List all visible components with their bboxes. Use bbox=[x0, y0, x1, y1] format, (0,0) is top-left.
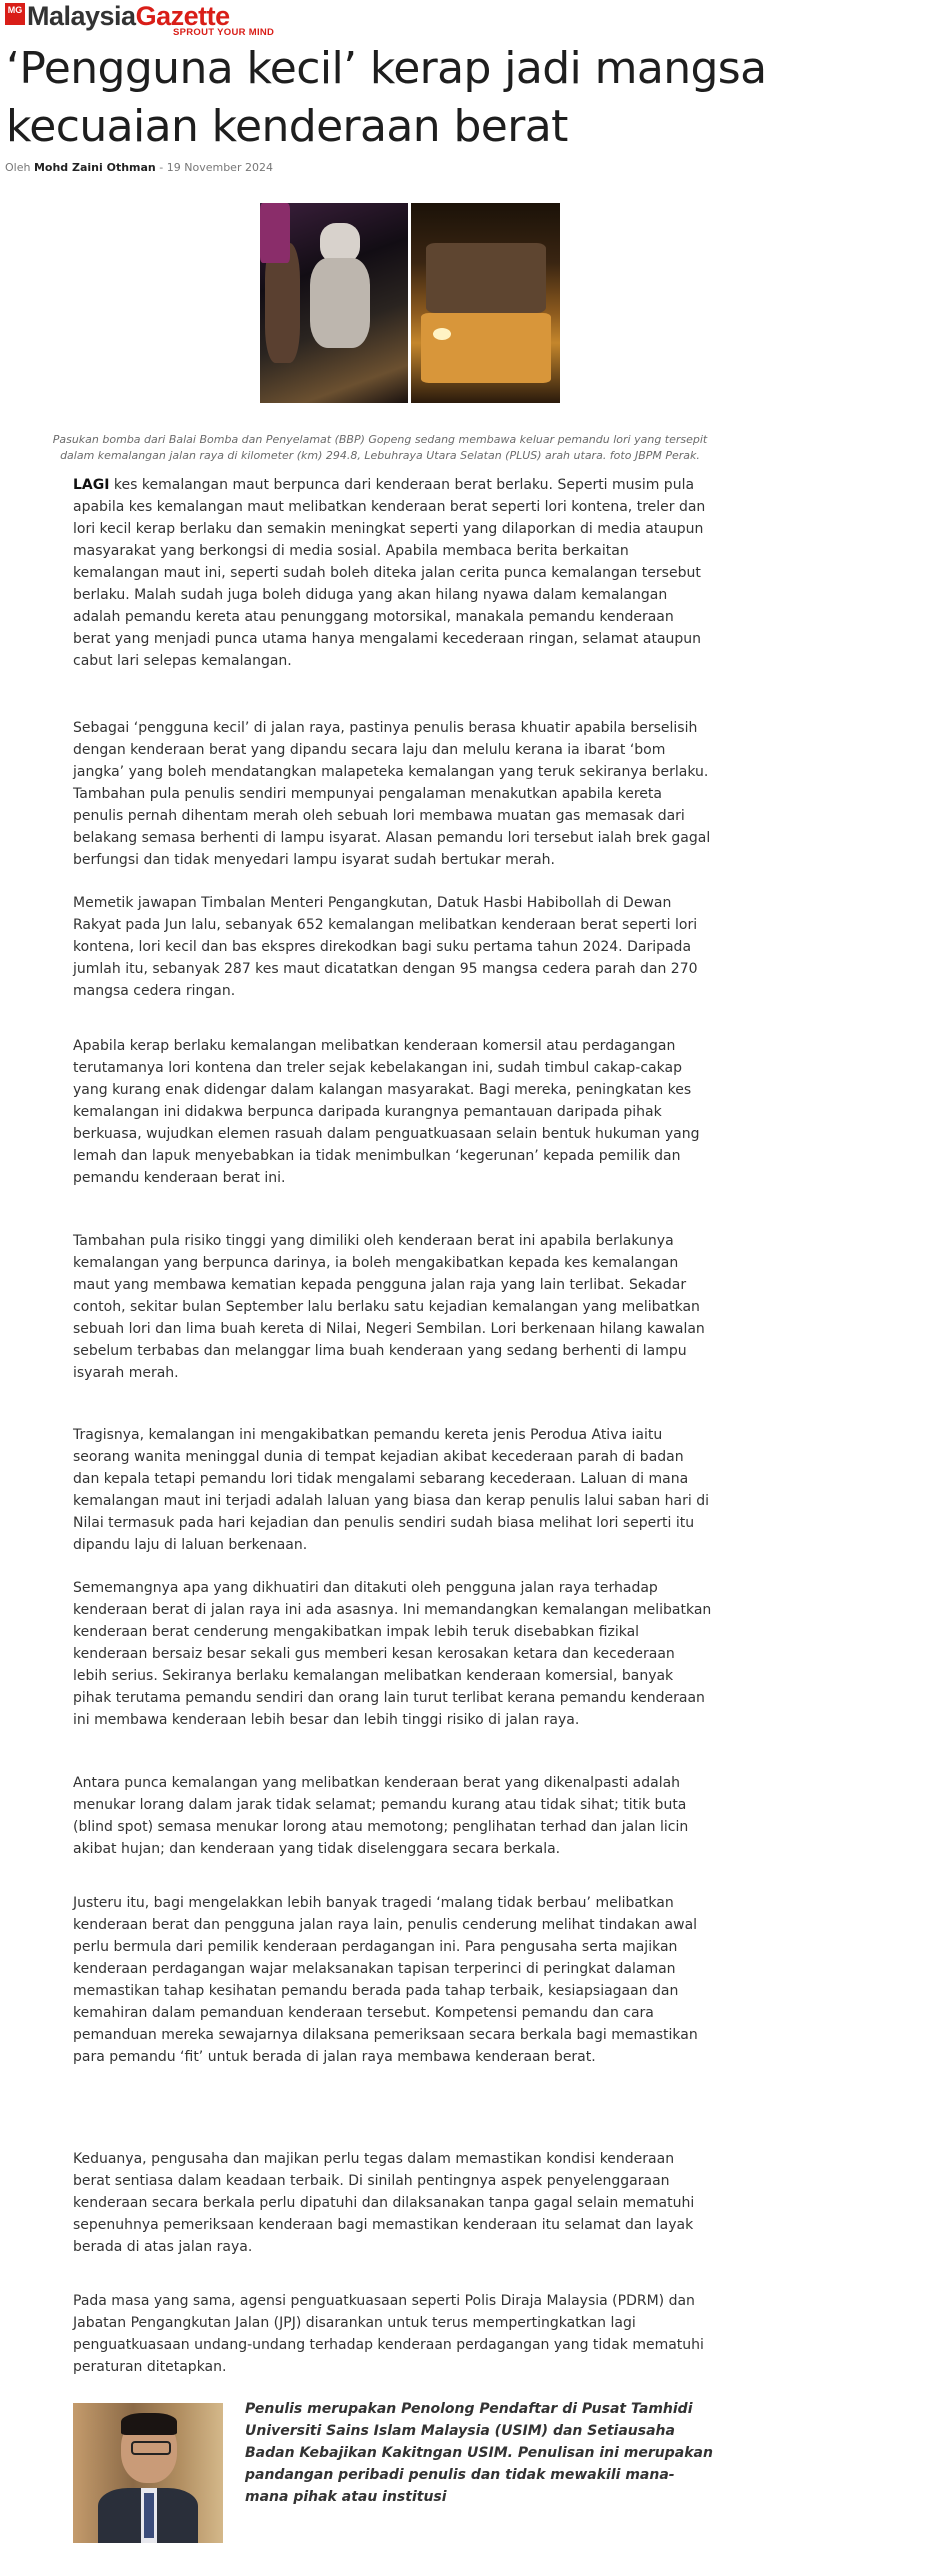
article-title: ‘Pengguna kecil’ kerap jadi mangsa kecuaian kenderaan berat bbox=[6, 43, 767, 152]
lead-word: LAGI bbox=[73, 477, 110, 493]
paragraph-3: Memetik jawapan Timbalan Menteri Pengangkutan, Datuk Hasbi Habibollah di Dewan Rakyat pada Jun lalu, sebanyak 652 kemalangan melibatkan kenderaan berat seperti lori kontena, lori kecil dan bas ekspres direkodkan bagi suku pertama tahun 2024. Daripada jumlah itu, sebanyak 287 kes maut dicatatkan dengan 95 mangsa cedera parah dan 270 mangsa cedera ringan. bbox=[73, 895, 698, 999]
featured-image bbox=[260, 203, 560, 403]
publish-date: 19 November 2024 bbox=[166, 161, 273, 174]
byline-separator: - bbox=[159, 161, 164, 174]
firefighter-shape bbox=[310, 258, 370, 348]
featured-image-left-panel bbox=[260, 203, 408, 403]
light-glow bbox=[260, 203, 290, 263]
glasses-icon bbox=[131, 2441, 171, 2455]
paragraph-5: Tambahan pula risiko tinggi yang dimiliki oleh kenderaan berat ini apabila berlakunya kemalangan yang berpunca darinya, ia boleh mengakibatkan kepada kes kemalangan maut yang membawa kematian kepada pengguna jalan raja yang lain terlibat. Sekadar contoh, sekitar bulan September lalu berlaku satu kejadian kemalangan yang melibatkan sebuah lori dan lima buah kereta di Nilai, Negeri Sembilan. Lori berkenaan hilang kawalan sebelum terbabas dan melanggar lima buah kenderaan yang sedang berhenti di lampu isyarah merah. bbox=[73, 1233, 705, 1381]
truck-headlight bbox=[433, 328, 451, 340]
paragraph-4: Apabila kerap berlaku kemalangan melibatkan kenderaan komersil atau perdagangan terutamanya lori kontena dan treler sejak kebelakangan ini, sudah timbul cakap-cakap yang kurang enak didengar dalam kalangan masyarakat. Bagi mereka, peningkatan kes kemalangan ini didakwa berpunca daripada kurangnya pemantauan daripada pihak berkuasa, wujudkan elemen rasuah dalam penguatkuasaan selain bentuk hukuman yang lemah dan lapuk menyebabkan ia tidak menimbulkan ‘kegerunan’ kepada pemilik dan pemandu kenderaan berat ini. bbox=[73, 1038, 700, 1186]
paragraph-10: Keduanya, pengusaha dan majikan perlu tegas dalam memastikan kondisi kenderaan berat sentiasa dalam keadaan terbaik. Di sinilah pentingnya aspek penyelenggaraan kenderaan secara berkala perlu dipatuhi dan dilaksanakan tanpa gagal selain mematuhi sepenuhnya pemeriksaan kenderaan bagi memastikan kenderaan itu selamat dan layak berada di atas jalan raya. bbox=[73, 2151, 695, 2255]
paragraph-2: Sebagai ‘pengguna kecil’ di jalan raya, pastinya penulis berasa khuatir apabila berselisih dengan kenderaan berat yang dipandu secara laju dan melulu kerana ia ibarat ‘bom jangka’ yang boleh mendatangkan malapeteka kemalangan yang teruk sekiranya berlaku. Tambahan pula penulis sendiri mempunyai pengalaman menakutkan apabila kereta penulis pernah dihentam merah oleh sebuah lori membawa muatan gas memasak dari belakang semasa berhenti di lampu isyarat. Alasan pemandu lori tersebut ialah brek gagal berfungsi dan tidak menyedari lampu isyarat sudah bertukar merah. bbox=[73, 720, 711, 868]
paragraph-9: Justeru itu, bagi mengelakkan lebih banyak tragedi ‘malang tidak berbau’ melibatkan kenderaan berat dan pengguna jalan raya lain, penulis cenderung melihat tindakan awal perlu bermula dari pemilik kenderaan perdagangan ini. Para pengusaha serta majikan kenderaan perdagangan wajar melaksanakan tapisan terperinci di peringkat dalaman memastikan tahap kesihatan pemandu berada pada tahap terbaik, kesiapsiagaan dan kemahiran dalam pemanduan kenderaan tersebut. Kompetensi pemandu dan cara pemanduan mereka sewajarnya dilaksana pemeriksaan secara berkala bagi memastikan para pemandu ‘fit’ untuk berada di jalan raya membawa kenderaan berat. bbox=[73, 1895, 698, 2065]
logo-word-malaysia: Malaysia bbox=[27, 1, 136, 31]
author-bio: Penulis merupakan Penolong Pendaftar di Pusat Tamhidi Universiti Sains Islam Malaysia (USIM) dan Setiausaha Badan Kebajikan Kakitngan USIM. Penulisan ini merupakan pandangan peribadi penulis dan tidak mewakili mana-mana pihak atau institusi bbox=[245, 2401, 713, 2505]
byline-prefix: Oleh bbox=[5, 161, 31, 174]
logo-word-gazette: Gazette bbox=[135, 1, 230, 31]
logo-tagline: SPROUT YOUR MIND bbox=[173, 27, 275, 38]
truck-body bbox=[421, 313, 551, 383]
site-logo[interactable] bbox=[5, 3, 274, 38]
helmet-shape bbox=[320, 223, 360, 263]
byline bbox=[5, 161, 273, 174]
truck-windshield bbox=[426, 243, 546, 313]
featured-image-right-panel bbox=[411, 203, 560, 403]
logo-badge: MG bbox=[5, 3, 25, 25]
author-tie bbox=[144, 2493, 154, 2538]
logo-wordmark bbox=[27, 3, 274, 29]
image-caption: Pasukan bomba dari Balai Bomba dan Penyelamat (BBP) Gopeng sedang membawa keluar pemandu lori yang tersepit dalam kemalangan jalan raya di kilometer (km) 294.8, Lebuhraya Utara Selatan (PLUS) arah utara. foto JBPM Perak. bbox=[52, 433, 708, 462]
paragraph-8: Antara punca kemalangan yang melibatkan kenderaan berat yang dikenalpasti adalah menukar lorang dalam jarak tidak selamat; pemandu kurang atau tidak sihat; titik buta (blind spot) semasa menukar lorong atau memotong; penglihatan terhad dan jalan licin akibat hujan; dan kenderaan yang tidak diselenggara secara berkala. bbox=[73, 1775, 689, 1857]
paragraph-1 bbox=[73, 474, 713, 672]
author-photo bbox=[73, 2403, 223, 2543]
paragraph-1-text: kes kemalangan maut berpunca dari kenderaan berat berlaku. Seperti musim pula apabila kes kemalangan maut melibatkan kenderaan berat seperti lori kontena, treler dan lori kecil kerap berlaku dan semakin meningkat seperti yang dilaporkan di media ataupun masyarakat yang berkongsi di media sosial. Apabila membaca berita berkaitan kemalangan maut ini, seperti sudah boleh diteka jalan cerita punca kemalangan tersebut berlaku. Malah sudah juga boleh diduga yang akan hilang nyawa dalam kemalangan adalah pemandu kereta atau penunggang motorsikal, manakala pemandu kenderaan berat yang menjadi punca utama hanya mengalami kecederaan ringan, selamat ataupun cabut lari selepas kemalangan. bbox=[73, 477, 706, 669]
paragraph-7: Sememangnya apa yang dikhuatiri dan ditakuti oleh pengguna jalan raya terhadap kenderaan berat di jalan raya ini ada asasnya. Ini memandangkan kemalangan melibatkan kenderaan berat cenderung mengakibatkan impak lebih teruk disebabkan fizikal kenderaan bersaiz besar sekali gus memberi kesan kerosakan ketara dan kecederaan lebih serius. Sekiranya berlaku kemalangan melibatkan kenderaan komersial, banyak pihak terutama pemandu sendiri dan orang lain turut terlibat kerana pemandu kenderaan ini membawa kenderaan lebih besar dan lebih tinggi risiko di jalan raya. bbox=[73, 1580, 712, 1728]
author-link[interactable]: Mohd Zaini Othman bbox=[33, 161, 156, 174]
paragraph-11: Pada masa yang sama, agensi penguatkuasaan seperti Polis Diraja Malaysia (PDRM) dan Jabatan Pengangkutan Jalan (JPJ) disarankan untuk terus mempertingkatkan lagi penguatkuasaan undang-undang terhadap kenderaan perdagangan yang tidak mematuhi peraturan ditetapkan. bbox=[73, 2293, 704, 2375]
paragraph-6: Tragisnya, kemalangan ini mengakibatkan pemandu kereta jenis Perodua Ativa iaitu seorang wanita meninggal dunia di tempat kejadian akibat kecederaan parah di badan dan kepala tetapi pemandu lori tidak mengalami sebarang kecederaan. Laluan di mana kemalangan maut ini terjadi adalah laluan yang biasa dan kerap penulis lalui saban hari di Nilai termasuk pada hari kejadian dan penulis sendiri sudah biasa melihat lori seperti itu dipandu laju di laluan berkenaan. bbox=[73, 1427, 709, 1553]
author-hair bbox=[121, 2413, 177, 2435]
